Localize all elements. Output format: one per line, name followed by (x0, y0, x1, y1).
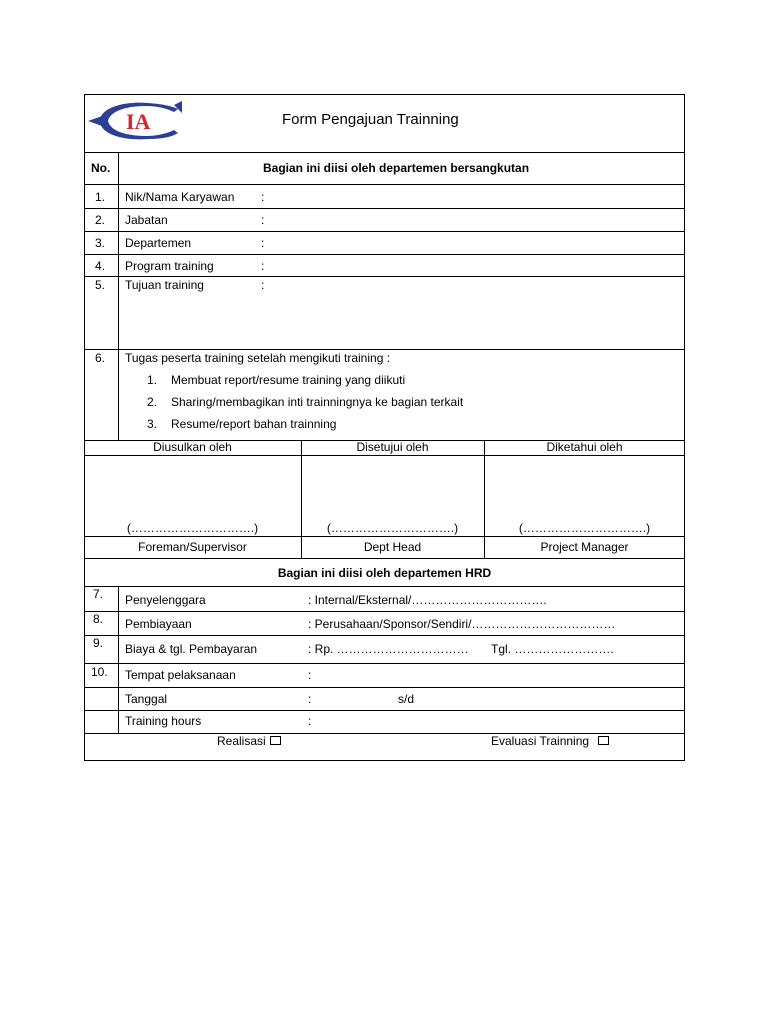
training-hours-label: Training hours (125, 714, 202, 728)
row-number: 9. (93, 636, 104, 650)
row-number: 8. (93, 612, 104, 626)
row-number: 1. (95, 190, 106, 204)
task-number: 1. (147, 373, 158, 387)
row-number: 3. (95, 236, 106, 250)
row-number: 4. (95, 259, 106, 273)
section1-heading: Bagian ini diisi oleh departemen bersangkutan (263, 161, 530, 175)
evaluasi-label: Evaluasi Trainning (491, 734, 590, 748)
date-range-separator: s/d (398, 692, 415, 706)
row-number: 6. (95, 351, 106, 365)
organizer-label: Penyelenggara (125, 593, 206, 607)
signature-role-proposed: Foreman/Supervisor (138, 540, 247, 554)
no-column-header: No. (91, 161, 111, 175)
training-program-field[interactable]: : (261, 259, 265, 273)
payment-date-field[interactable]: Tgl. ……………………. (491, 642, 614, 656)
venue-field[interactable]: : (308, 668, 312, 682)
evaluasi-checkbox[interactable] (598, 736, 609, 745)
venue-label: Tempat pelaksanaan (125, 668, 236, 682)
training-program-label: Program training (125, 259, 214, 273)
signature-role-acknowledged: Project Manager (540, 540, 629, 554)
position-label: Jabatan (125, 213, 168, 227)
training-goal-field[interactable]: : (261, 278, 265, 292)
task-number: 2. (147, 395, 158, 409)
organizer-field[interactable]: : Internal/Eksternal/……………………………. (308, 593, 547, 607)
task-item: Sharing/membagikan inti trainningnya ke bagian terkait (171, 395, 464, 409)
training-goal-label: Tujuan training (125, 278, 204, 292)
realisasi-checkbox[interactable] (270, 736, 281, 745)
task-item: Resume/report bahan trainning (171, 417, 337, 431)
department-field[interactable]: : (261, 236, 265, 250)
row-number: 7. (93, 587, 104, 601)
row-number: 10. (91, 665, 108, 679)
funding-field[interactable]: : Perusahaan/Sponsor/Sendiri/……………………………… (308, 617, 616, 631)
row-number: 5. (95, 278, 106, 292)
training-hours-field[interactable]: : (308, 714, 312, 728)
signature-role-approved: Dept Head (363, 540, 422, 554)
date-start-field[interactable]: : (308, 692, 312, 706)
employee-id-name-field[interactable]: : (261, 190, 265, 204)
row-number: 2. (95, 213, 106, 227)
section2-heading: Bagian ini diisi oleh departemen HRD (277, 566, 492, 580)
signature-line-acknowledged[interactable]: (………………………….) (518, 521, 651, 535)
signature-header-approved: Disetujui oleh (356, 440, 429, 454)
task-number: 3. (147, 417, 158, 431)
tasks-intro: Tugas peserta training setelah mengikuti training : (125, 351, 391, 365)
funding-label: Pembiayaan (125, 617, 192, 631)
employee-id-name-label: Nik/Nama Karyawan (125, 190, 235, 204)
realisasi-label: Realisasi (217, 734, 266, 748)
date-label: Tanggal (125, 692, 168, 706)
signature-line-approved[interactable]: (………………………….) (326, 521, 459, 535)
company-logo (86, 97, 186, 145)
page-title: Form Pengajuan Trainning (282, 111, 459, 128)
signature-header-acknowledged: Diketahui oleh (546, 440, 623, 454)
position-field[interactable]: : (261, 213, 265, 227)
task-item: Membuat report/resume training yang diikuti (171, 373, 406, 387)
signature-line-proposed[interactable]: (………………………….) (126, 521, 259, 535)
department-label: Departemen (125, 236, 192, 250)
cost-payment-label: Biaya & tgl. Pembayaran (125, 642, 258, 656)
logo-text: IA (126, 109, 151, 134)
cost-field[interactable]: : Rp. …………………………… (308, 642, 469, 656)
signature-header-proposed: Diusulkan oleh (153, 440, 232, 454)
